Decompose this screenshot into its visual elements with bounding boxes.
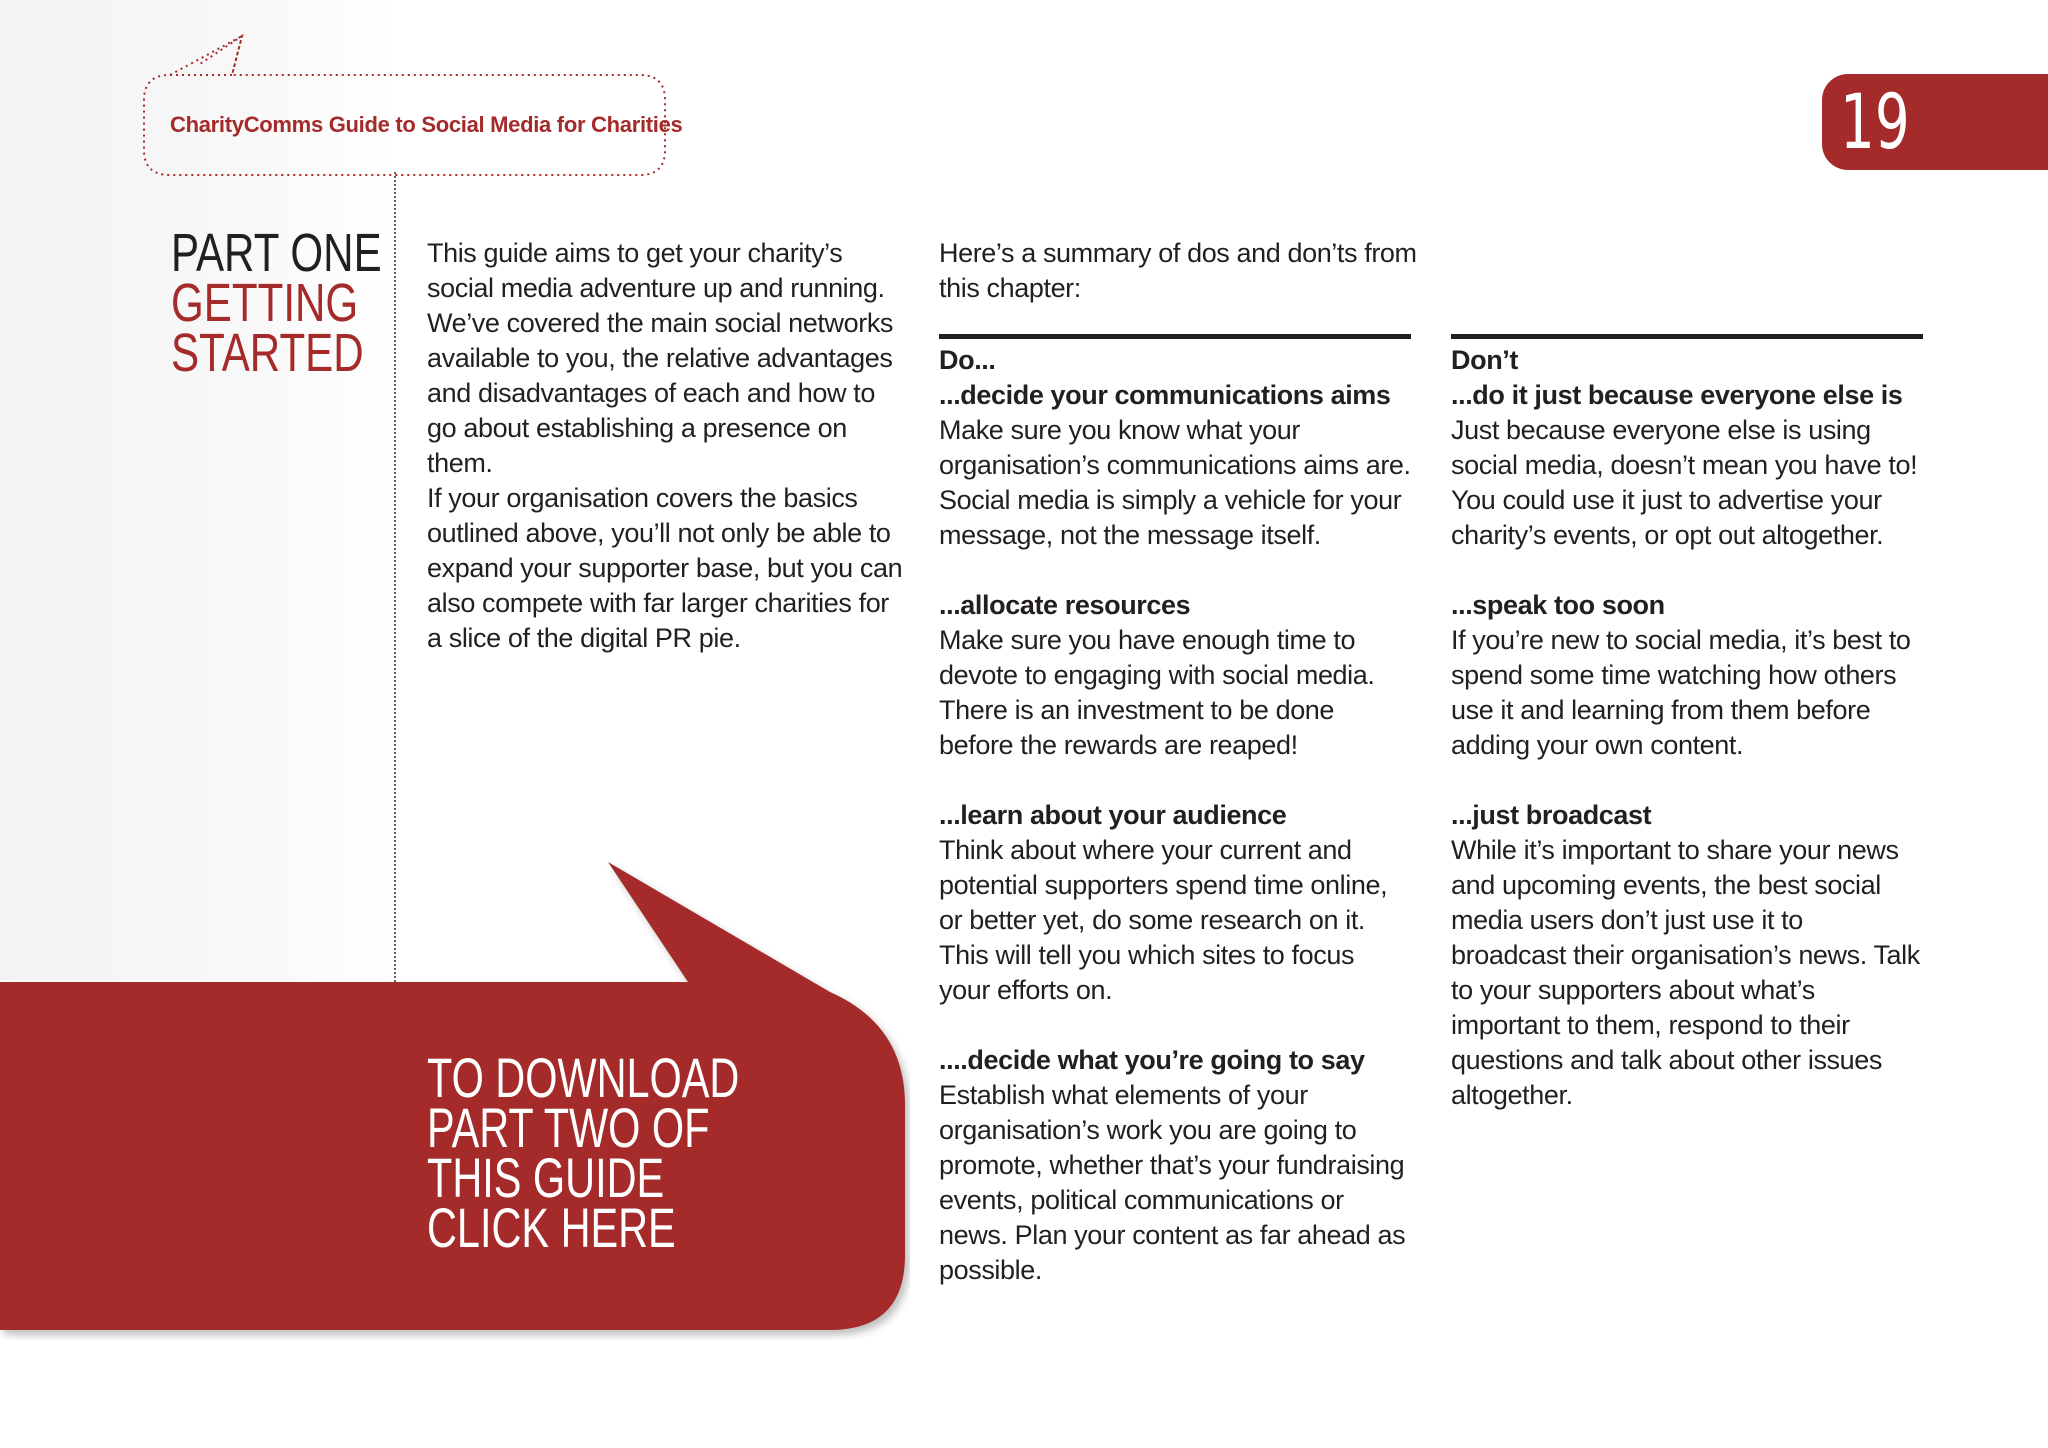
do-column-rule (939, 334, 1411, 339)
intro-text (427, 236, 907, 656)
page-number: 19 (1840, 77, 1910, 166)
dont-column-rule (1451, 334, 1923, 339)
dont-item-title: ...speak too soon (1451, 590, 1665, 620)
header-speech-bubble (140, 30, 670, 180)
download-line4[interactable]: CLICK HERE (427, 1196, 676, 1259)
dont-heading: Don’t (1451, 345, 1518, 375)
do-item-title: ...learn about your audience (939, 800, 1287, 830)
part-heading (171, 223, 382, 383)
download-line1[interactable]: TO DOWNLOAD (427, 1046, 740, 1109)
dont-item (1451, 588, 1923, 763)
part-heading-line3: STARTED (171, 323, 364, 383)
do-item-body: Make sure you know what your organisation’s communications aims are. Social media is simply a vehicle for your message, not the message itself. (939, 415, 1411, 550)
intro-paragraph: This guide aims to get your charity’s social media adventure up and running. We’ve covered the main social networks available to you, the relative advantages and disadvantages of each and how to go about establishing a presence on them. (427, 238, 894, 478)
summary-intro: Here’s a summary of dos and don’ts from this chapter: (939, 238, 1417, 303)
dont-item (1451, 378, 1923, 553)
do-item-title: ...allocate resources (939, 590, 1191, 620)
dont-item (1451, 798, 1923, 1113)
dont-item-title: ...do it just because everyone else is (1451, 380, 1903, 410)
do-item-body: Make sure you have enough time to devote to engaging with social media. There is an investment to be done before the rewards are reaped! (939, 625, 1375, 760)
download-line3[interactable]: THIS GUIDE (427, 1146, 665, 1209)
do-item (939, 1043, 1411, 1288)
intro-paragraph: If your organisation covers the basics outlined above, you’ll not only be able to expand your supporter base, but you can also compete with far larger charities for a slice of the digital PR pie. (427, 483, 903, 653)
do-item-title: ...decide your communications aims (939, 380, 1391, 410)
dont-item-title: ...just broadcast (1451, 800, 1652, 830)
dont-item-body: While it’s important to share your news and upcoming events, the best social media users don’t just use it to broadcast their organisation’s news. Talk to your supporters about what’s important to them, respond to their questions and talk about other issues altogether. (1451, 835, 1920, 1110)
part-heading-line2: GETTING (171, 273, 359, 333)
do-item (939, 588, 1411, 763)
do-column (939, 334, 1411, 1323)
dont-column (1451, 334, 1923, 1148)
do-item-body: Establish what elements of your organisation’s work you are going to promote, whether that’s your fundraising events, political communications or news. Plan your content as far ahead as possible. (939, 1080, 1406, 1285)
do-item (939, 378, 1411, 553)
do-item-body: Think about where your current and potential supporters spend time online, or better yet, do some research on it. This will tell you which sites to focus your efforts on. (939, 835, 1388, 1005)
guide-title: CharityComms Guide to Social Media for Charities (170, 112, 683, 137)
dont-item-body: Just because everyone else is using social media, doesn’t mean you have to! You could use it just to advertise your charity’s events, or opt out altogether. (1451, 415, 1918, 550)
part-heading-line1: PART ONE (171, 223, 382, 283)
do-item (939, 798, 1411, 1008)
do-item-title: ....decide what you’re going to say (939, 1045, 1365, 1075)
do-heading: Do... (939, 345, 996, 375)
download-line2[interactable]: PART TWO OF (427, 1096, 710, 1159)
download-link[interactable] (427, 1046, 740, 1259)
dont-item-body: If you’re new to social media, it’s best to spend some time watching how others use it and learning from them before adding your own content. (1451, 625, 1911, 760)
